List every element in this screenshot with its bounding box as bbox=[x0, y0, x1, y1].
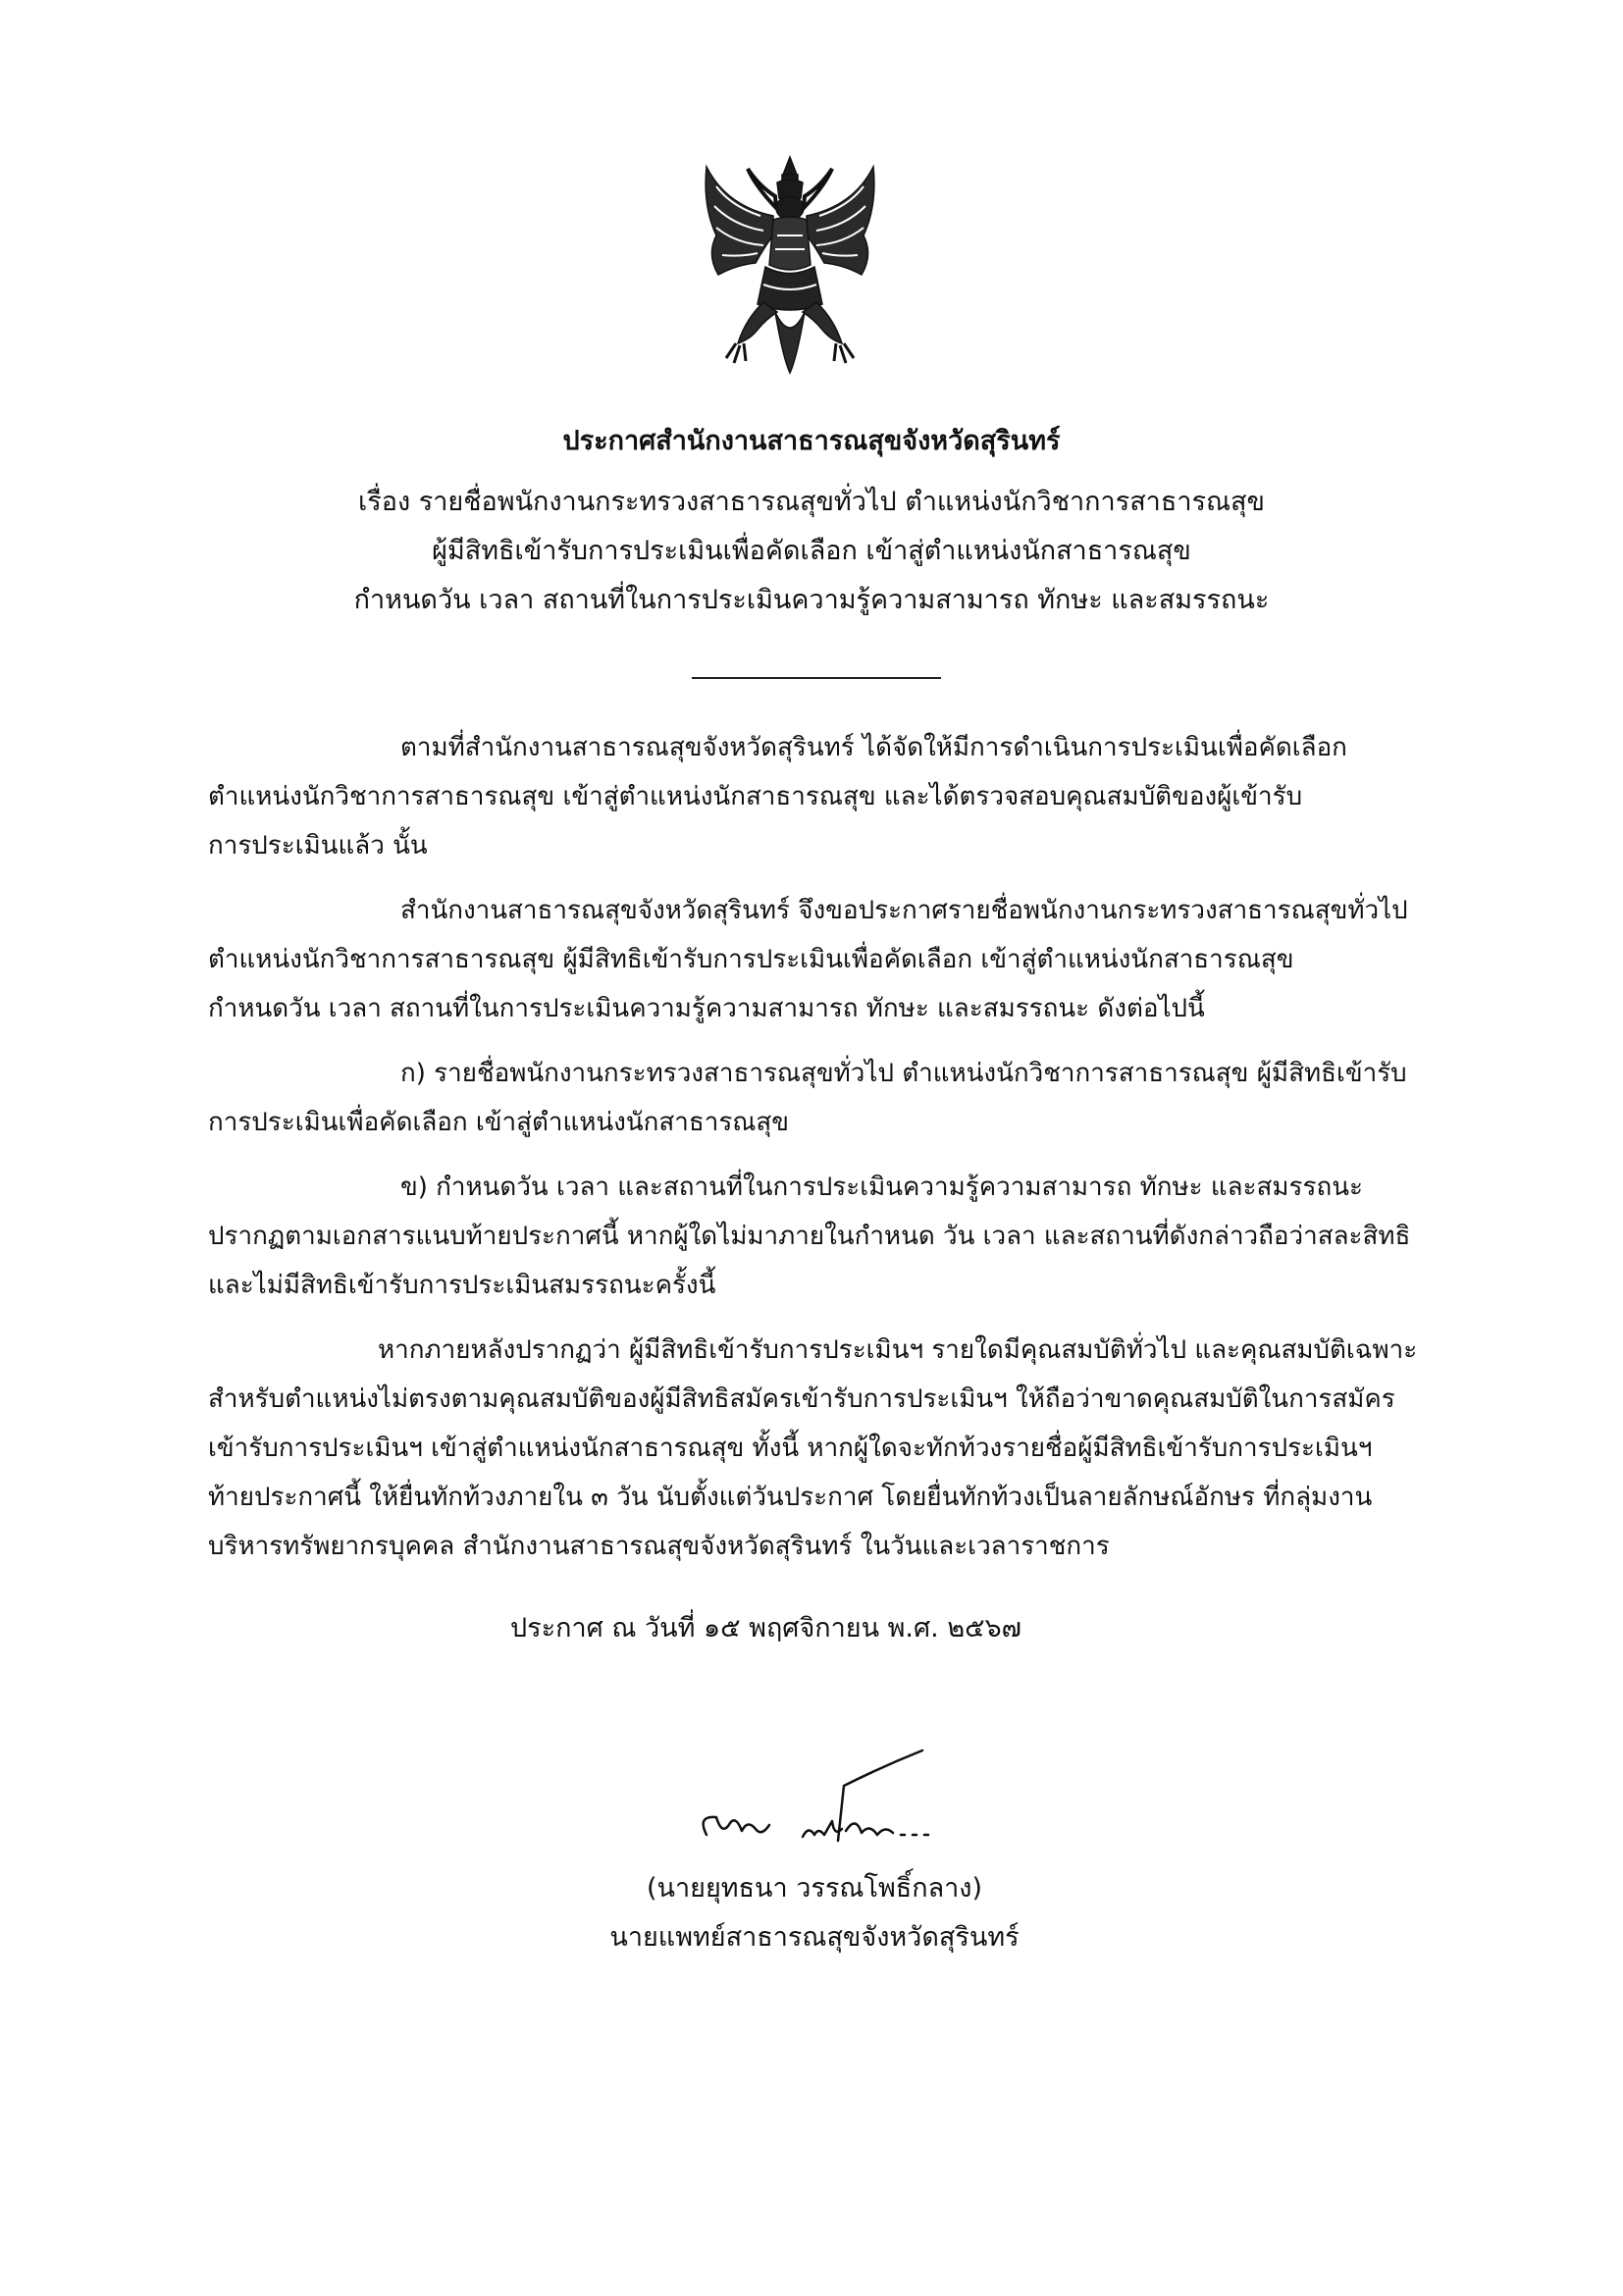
paragraph-2-line-2: ตำแหน่งนักวิชาการสาธารณสุข ผู้มีสิทธิเข้ารับการประเมินเพื่อคัดเลือก เข้าสู่ตำแหน่งนักสาธารณสุข bbox=[208, 945, 1294, 974]
subject-line-3: กำหนดวัน เวลา สถานที่ในการประเมินความรู้ความสามารถ ทักษะ และสมรรถนะ bbox=[353, 585, 1270, 615]
paragraph-1-line-3: การประเมินแล้ว นั้น bbox=[208, 831, 428, 861]
signatory-position: นายแพทย์สาธารณสุขจังหวัดสุรินทร์ bbox=[609, 1922, 1020, 1953]
announcement-date: ประกาศ ณ วันที่ ๑๕ พฤศจิกายน พ.ศ. ๒๕๖๗ bbox=[510, 1613, 1021, 1644]
subject-line-2: ผู้มีสิทธิเข้ารับการประเมินเพื่อคัดเลือก เข้าสู่ตำแหน่งนักสาธารณสุข bbox=[432, 536, 1191, 566]
heading-divider bbox=[692, 677, 941, 679]
paragraph-4-line-3: และไม่มีสิทธิเข้ารับการประเมินสมรรถนะครั้งนี้ bbox=[208, 1271, 716, 1300]
signatory-name: (นายยุทธนา วรรณโพธิ์กลาง) bbox=[646, 1873, 983, 1904]
paragraph-4-line-2: ปรากฏตามเอกสารแนบท้ายประกาศนี้ หากผู้ใดไม่มาภายในกำหนด วัน เวลา และสถานที่ดังกล่าวถือว่าสละสิทธิ bbox=[208, 1222, 1411, 1251]
paragraph-3-line-1: ก) รายชื่อพนักงานกระทรวงสาธารณสุขทั่วไป ตำแหน่งนักวิชาการสาธารณสุข ผู้มีสิทธิเข้ารับ bbox=[400, 1059, 1407, 1088]
handwritten-signature bbox=[687, 1747, 952, 1864]
paragraph-1-line-2: ตำแหน่งนักวิชาการสาธารณสุข เข้าสู่ตำแหน่งนักสาธารณสุข และได้ตรวจสอบคุณสมบัติของผู้เข้ารับ bbox=[208, 782, 1303, 811]
paragraph-2-line-1: สำนักงานสาธารณสุขจังหวัดสุรินทร์ จึงขอประกาศรายชื่อพนักงานกระทรวงสาธารณสุขทั่วไป bbox=[400, 896, 1408, 925]
paragraph-1-line-1: ตามที่สำนักงานสาธารณสุขจังหวัดสุรินทร์ ได้จัดให้มีการดำเนินการประเมินเพื่อคัดเลือก bbox=[400, 733, 1347, 762]
paragraph-3-line-2: การประเมินเพื่อคัดเลือก เข้าสู่ตำแหน่งนักสาธารณสุข bbox=[208, 1108, 790, 1137]
paragraph-5-line-2: สำหรับตำแหน่งไม่ตรงตามคุณสมบัติของผู้มีสิทธิสมัครเข้ารับการประเมินฯ ให้ถือว่าขาดคุณสมบัติในการสมัคร bbox=[208, 1384, 1395, 1414]
paragraph-5-line-3: เข้ารับการประเมินฯ เข้าสู่ตำแหน่งนักสาธารณสุข ทั้งนี้ หากผู้ใดจะทักท้วงรายชื่อผู้มีสิทธิเข้ารับการประเมินฯ bbox=[208, 1434, 1373, 1463]
announcement-title: ประกาศสำนักงานสาธารณสุขจังหวัดสุรินทร์ bbox=[562, 426, 1061, 456]
paragraph-5-line-4: ท้ายประกาศนี้ ให้ยื่นทักท้วงภายใน ๓ วัน นับตั้งแต่วันประกาศ โดยยื่นทักท้วงเป็นลายลักษณ์อักษร ที่กลุ่มงาน bbox=[208, 1483, 1373, 1512]
garuda-emblem bbox=[687, 147, 893, 383]
paragraph-5-line-1: หากภายหลังปรากฏว่า ผู้มีสิทธิเข้ารับการประเมินฯ รายใดมีคุณสมบัติทั่วไป และคุณสมบัติเฉพาะ bbox=[378, 1335, 1418, 1365]
paragraph-5-line-5: บริหารทรัพยากรบุคคล สำนักงานสาธารณสุขจังหวัดสุรินทร์ ในวันและเวลาราชการ bbox=[208, 1532, 1110, 1561]
paragraph-2-line-3: กำหนดวัน เวลา สถานที่ในการประเมินความรู้ความสามารถ ทักษะ และสมรรถนะ ดังต่อไปนี้ bbox=[208, 994, 1205, 1023]
paragraph-4-line-1: ข) กำหนดวัน เวลา และสถานที่ในการประเมินความรู้ความสามารถ ทักษะ และสมรรถนะ bbox=[400, 1173, 1363, 1202]
subject-line-1: เรื่อง รายชื่อพนักงานกระทรวงสาธารณสุขทั่วไป ตำแหน่งนักวิชาการสาธารณสุข bbox=[358, 487, 1265, 517]
